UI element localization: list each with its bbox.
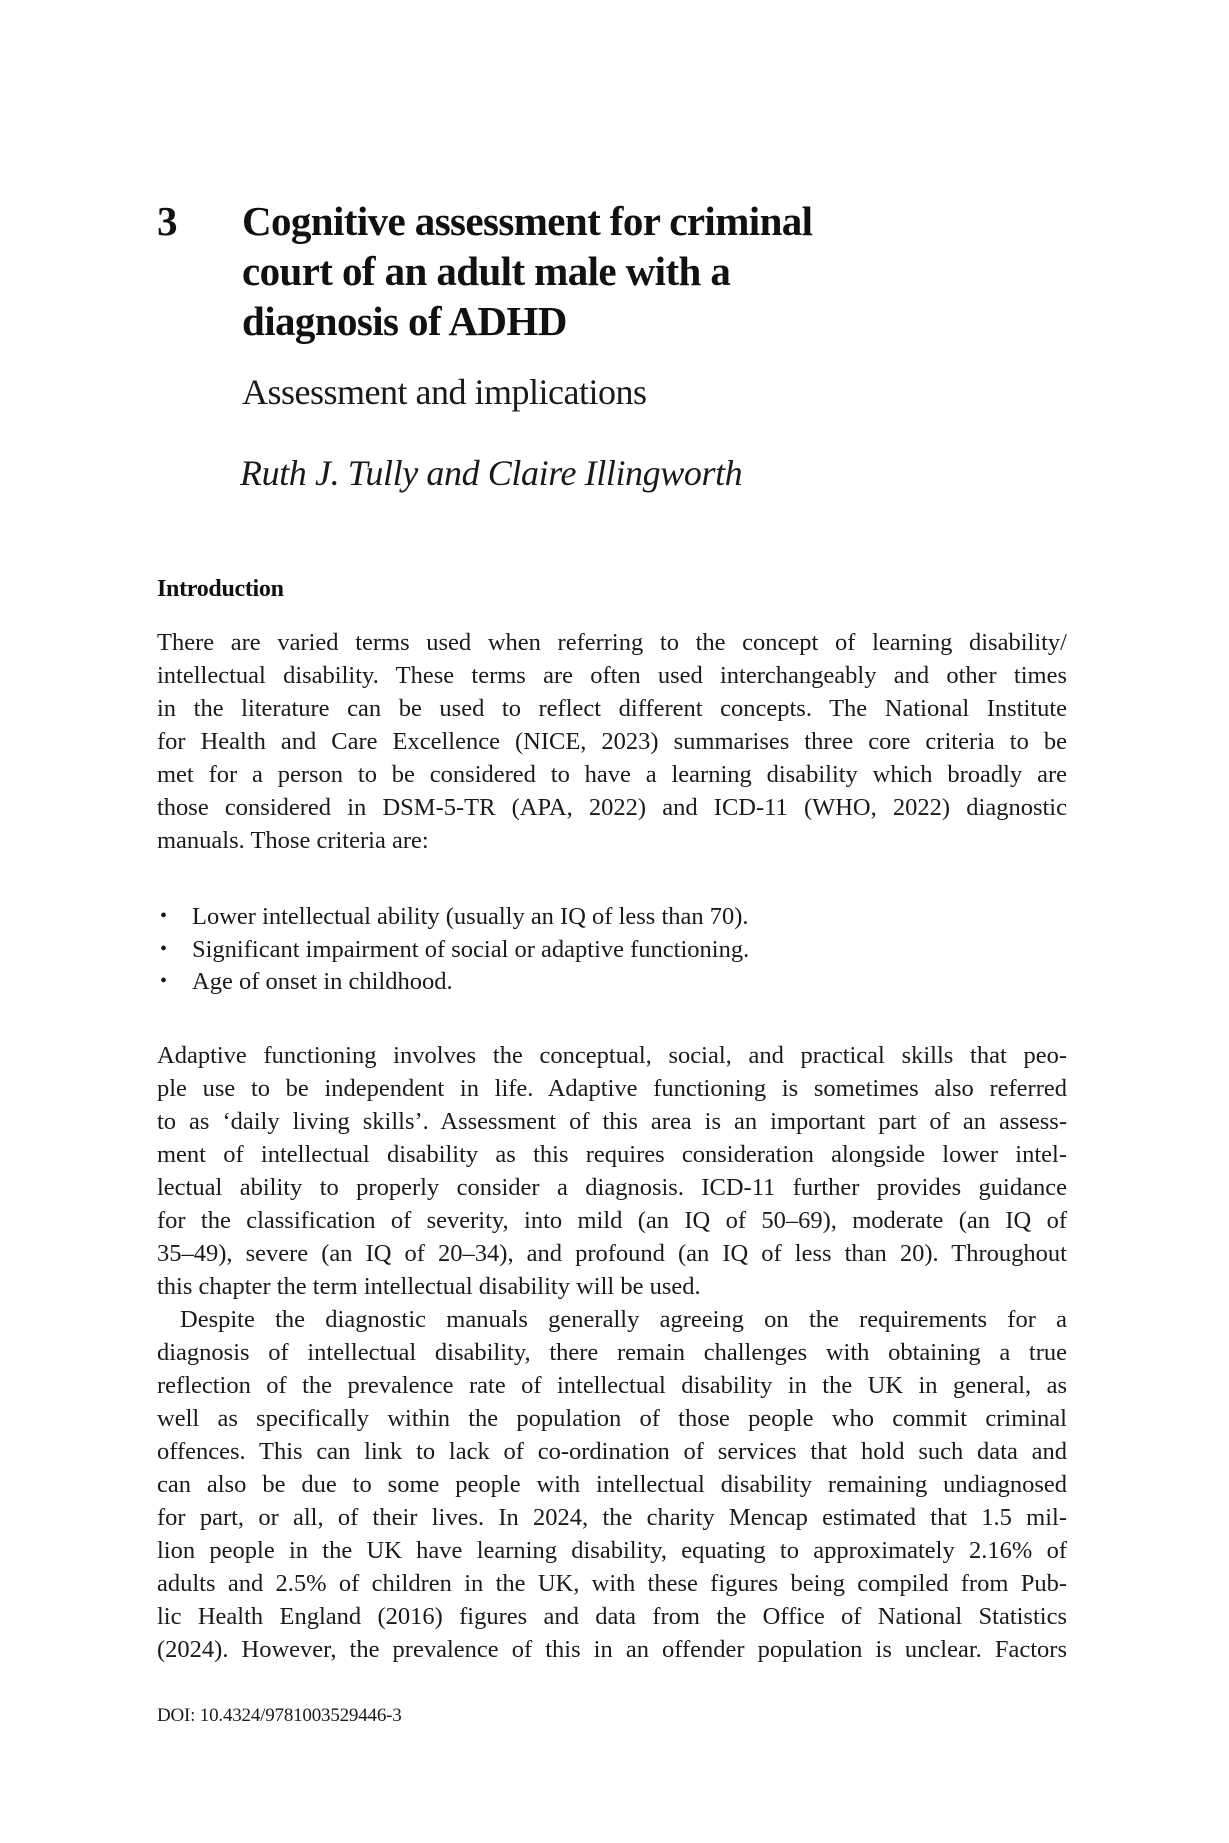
text-line: for Health and Care Excellence (NICE, 2023) summarises three core criteria to be — [157, 728, 1067, 755]
text-line: Adaptive functioning involves the conceptual, social, and practical skills that peo- — [157, 1042, 1067, 1069]
paragraph-2 — [157, 1039, 1067, 1666]
chapter-subtitle: Assessment and implications — [242, 372, 647, 412]
text-line: (2024). However, the prevalence of this in an offender population is unclear. Factors — [157, 1636, 1067, 1663]
text-line: reflection of the prevalence rate of intellectual disability in the UK in general, as — [157, 1372, 1067, 1399]
doi-footer: DOI: 10.4324/9781003529446-3 — [157, 1705, 402, 1726]
text-line: lectual ability to properly consider a diagnosis. ICD-11 further provides guidance — [157, 1174, 1067, 1201]
text-line: lic Health England (2016) figures and data from the Office of National Statistics — [157, 1603, 1067, 1630]
chapter-title-line: Cognitive assessment for criminal — [242, 198, 813, 244]
section-heading-introduction: Introduction — [157, 576, 284, 602]
text-line: manuals. Those criteria are: — [157, 827, 429, 854]
text-line: ple use to be independent in life. Adaptive functioning is sometimes also referred — [157, 1075, 1067, 1102]
chapter-title-line: court of an adult male with a — [242, 248, 731, 294]
criteria-list — [157, 900, 1067, 998]
text-line: met for a person to be considered to have a learning disability which broadly are — [157, 761, 1067, 788]
chapter-title — [242, 196, 1002, 346]
chapter-authors: Ruth J. Tully and Claire Illingworth — [240, 453, 743, 493]
text-line: ment of intellectual disability as this requires consideration alongside lower intel- — [157, 1141, 1067, 1168]
text-line: adults and 2.5% of children in the UK, with these figures being compiled from Pub- — [157, 1570, 1067, 1597]
bullet-icon: • — [160, 970, 168, 992]
paragraph-1 — [157, 626, 1067, 857]
bullet-icon: • — [160, 905, 168, 927]
text-line: 35–49), severe (an IQ of 20–34), and profound (an IQ of less than 20). Throughout — [157, 1240, 1067, 1267]
list-item-text: Age of onset in childhood. — [192, 968, 453, 995]
text-line: for the classification of severity, into mild (an IQ of 50–69), moderate (an IQ of — [157, 1207, 1067, 1234]
text-line: can also be due to some people with intellectual disability remaining undiagnosed — [157, 1471, 1067, 1498]
text-line: those considered in DSM-5-TR (APA, 2022) and ICD-11 (WHO, 2022) diagnostic — [157, 794, 1067, 821]
list-item — [157, 965, 1067, 998]
chapter-number: 3 — [157, 198, 178, 244]
text-line: well as specifically within the population of those people who commit criminal — [157, 1405, 1067, 1432]
list-item-text: Significant impairment of social or adaptive functioning. — [192, 935, 750, 963]
text-line: to as ‘daily living skills’. Assessment of this area is an important part of an assess- — [157, 1108, 1067, 1135]
text-line: There are varied terms used when referring to the concept of learning disability/ — [157, 629, 1067, 656]
list-item — [157, 933, 1067, 966]
text-line: for part, or all, of their lives. In 2024, the charity Mencap estimated that 1.5 mil- — [157, 1504, 1067, 1531]
list-item-text: Lower intellectual ability (usually an IQ of less than 70). — [192, 903, 749, 930]
text-line: in the literature can be used to reflect different concepts. The National Institute — [157, 695, 1067, 722]
text-line: offences. This can link to lack of co-ordination of services that hold such data and — [157, 1438, 1067, 1465]
text-line: diagnosis of intellectual disability, there remain challenges with obtaining a true — [157, 1339, 1067, 1366]
chapter-title-line: diagnosis of ADHD — [242, 298, 567, 344]
text-line: lion people in the UK have learning disability, equating to approximately 2.16% of — [157, 1537, 1067, 1564]
text-line: Despite the diagnostic manuals generally agreeing on the requirements for a — [180, 1306, 1067, 1333]
text-line: intellectual disability. These terms are often used interchangeably and other times — [157, 662, 1067, 689]
list-item — [157, 900, 1067, 933]
bullet-icon: • — [160, 937, 168, 960]
text-line: this chapter the term intellectual disability will be used. — [157, 1273, 701, 1300]
